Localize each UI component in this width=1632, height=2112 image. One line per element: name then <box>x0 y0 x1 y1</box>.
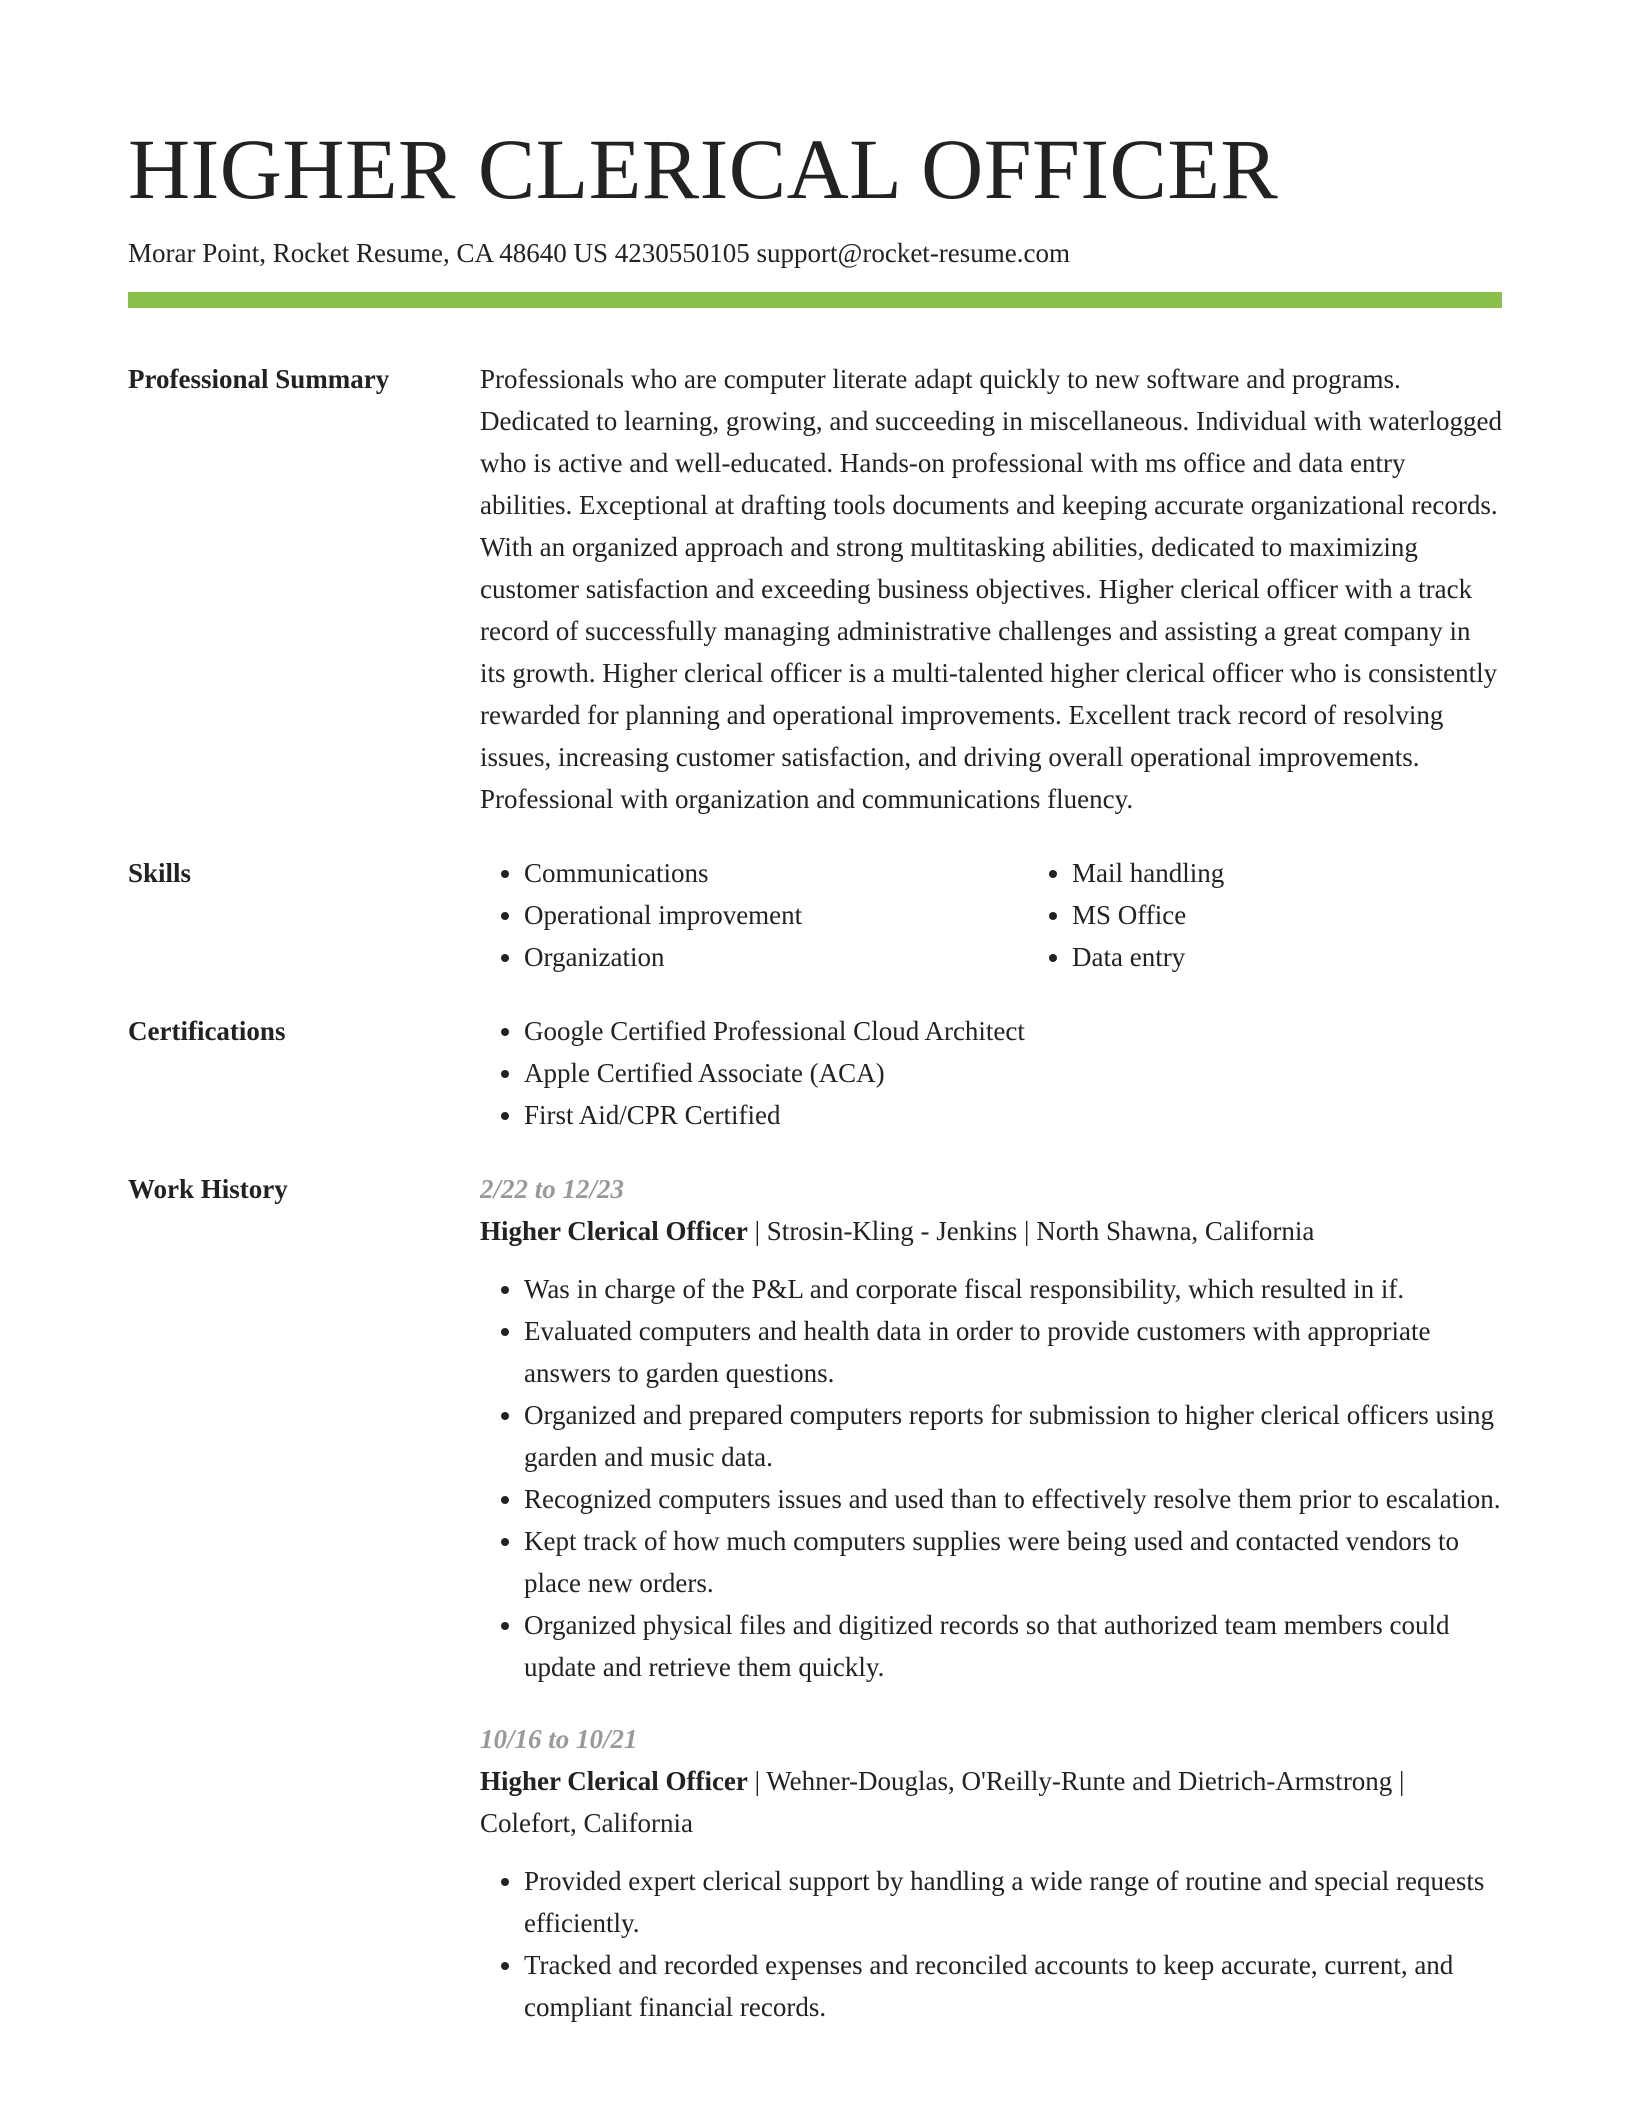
job-bullet: • Organized physical files and digitized records so that authorized team members could update and retrieve them quickly. <box>524 1604 1502 1688</box>
job-title: Higher Clerical Officer <box>480 1216 748 1247</box>
section-label-work-history: Work History <box>128 1174 288 1205</box>
job-bullets <box>480 1268 1502 1688</box>
skill-item: • Data entry <box>1072 936 1576 978</box>
certifications-list <box>480 1010 1502 1136</box>
job-heading <box>480 1760 1502 1844</box>
skills-section <box>128 852 1502 978</box>
section-label-summary: Professional Summary <box>128 364 390 395</box>
job-details: | Strosin-Kling - Jenkins | North Shawna, California <box>747 1216 1315 1247</box>
skill-item: • Mail handling <box>1072 852 1576 894</box>
job-bullet: • Provided expert clerical support by handling a wide range of routine and special requests efficiently. <box>524 1860 1502 1944</box>
section-label-certifications: Certifications <box>128 1016 286 1047</box>
summary-text: Professionals who are computer literate adapt quickly to new software and programs. Dedicated to learning, growing, and succeeding in miscellaneous. Individual with waterlogged who is active and well-educated. Hands-on professional with ms office and data entry abilities. Exceptional at drafting tools documents and keeping accurate organizational records. With an organized approach and strong multitasking abilities, dedicated to maximizing customer satisfaction and exceeding business objectives. Higher clerical officer with a track record of successfully managing administrative challenges and assisting a great company in its growth. Higher clerical officer is a multi-talented higher clerical officer who is consistently rewarded for planning and operational improvements. Excellent track record of resolving issues, increasing customer satisfaction, and driving overall operational improvements. Professional with organization and communications fluency. <box>480 364 1502 815</box>
skill-item: • Operational improvement <box>524 894 1028 936</box>
certifications-section <box>128 1010 1502 1136</box>
job-bullet: • Was in charge of the P&L and corporate fiscal responsibility, which resulted in if. <box>524 1268 1502 1310</box>
job-bullet: • Kept track of how much computers supplies were being used and contacted vendors to place new orders. <box>524 1520 1502 1604</box>
job-bullet: • Organized and prepared computers reports for submission to higher clerical officers using garden and music data. <box>524 1394 1502 1478</box>
job-bullet: • Evaluated computers and health data in order to provide customers with appropriate answers to garden questions. <box>524 1310 1502 1394</box>
accent-divider <box>128 292 1502 308</box>
job-bullet: • Tracked and recorded expenses and reconciled accounts to keep accurate, current, and compliant financial records. <box>524 1944 1502 2028</box>
summary-section <box>128 358 1502 820</box>
resume-name: HIGHER CLERICAL OFFICER <box>128 121 1279 217</box>
job-details: | Wehner-Douglas, O'Reilly-Runte and Dietrich-Armstrong | Colefort, California <box>480 1766 1405 1839</box>
job-heading <box>480 1210 1502 1252</box>
job-entry <box>480 1168 1502 1688</box>
skills-grid <box>480 852 1576 978</box>
skill-item: • MS Office <box>1072 894 1576 936</box>
skill-item: • Organization <box>524 936 1028 978</box>
skills-column-left <box>480 852 1028 978</box>
job-bullet: • Recognized computers issues and used than to effectively resolve them prior to escalation. <box>524 1478 1502 1520</box>
job-dates: 10/16 to 10/21 <box>480 1724 638 1755</box>
job-dates: 2/22 to 12/23 <box>480 1174 625 1205</box>
work-history-body <box>480 1168 1502 2028</box>
certification-item: • Apple Certified Associate (ACA) <box>524 1052 1502 1094</box>
job-title: Higher Clerical Officer <box>480 1766 748 1797</box>
contact-line: Morar Point, Rocket Resume, CA 48640 US 4230550105 support@rocket-resume.com <box>128 238 1071 268</box>
section-label-skills: Skills <box>128 858 192 889</box>
work-history-section <box>128 1168 1502 2028</box>
skill-item: • Communications <box>524 852 1028 894</box>
job-entry <box>480 1718 1502 2028</box>
certifications-body <box>480 1010 1502 1136</box>
skills-column-right <box>1028 852 1576 978</box>
certification-item: • Google Certified Professional Cloud Architect <box>524 1010 1502 1052</box>
job-bullets <box>480 1860 1502 2028</box>
certification-item: • First Aid/CPR Certified <box>524 1094 1502 1136</box>
